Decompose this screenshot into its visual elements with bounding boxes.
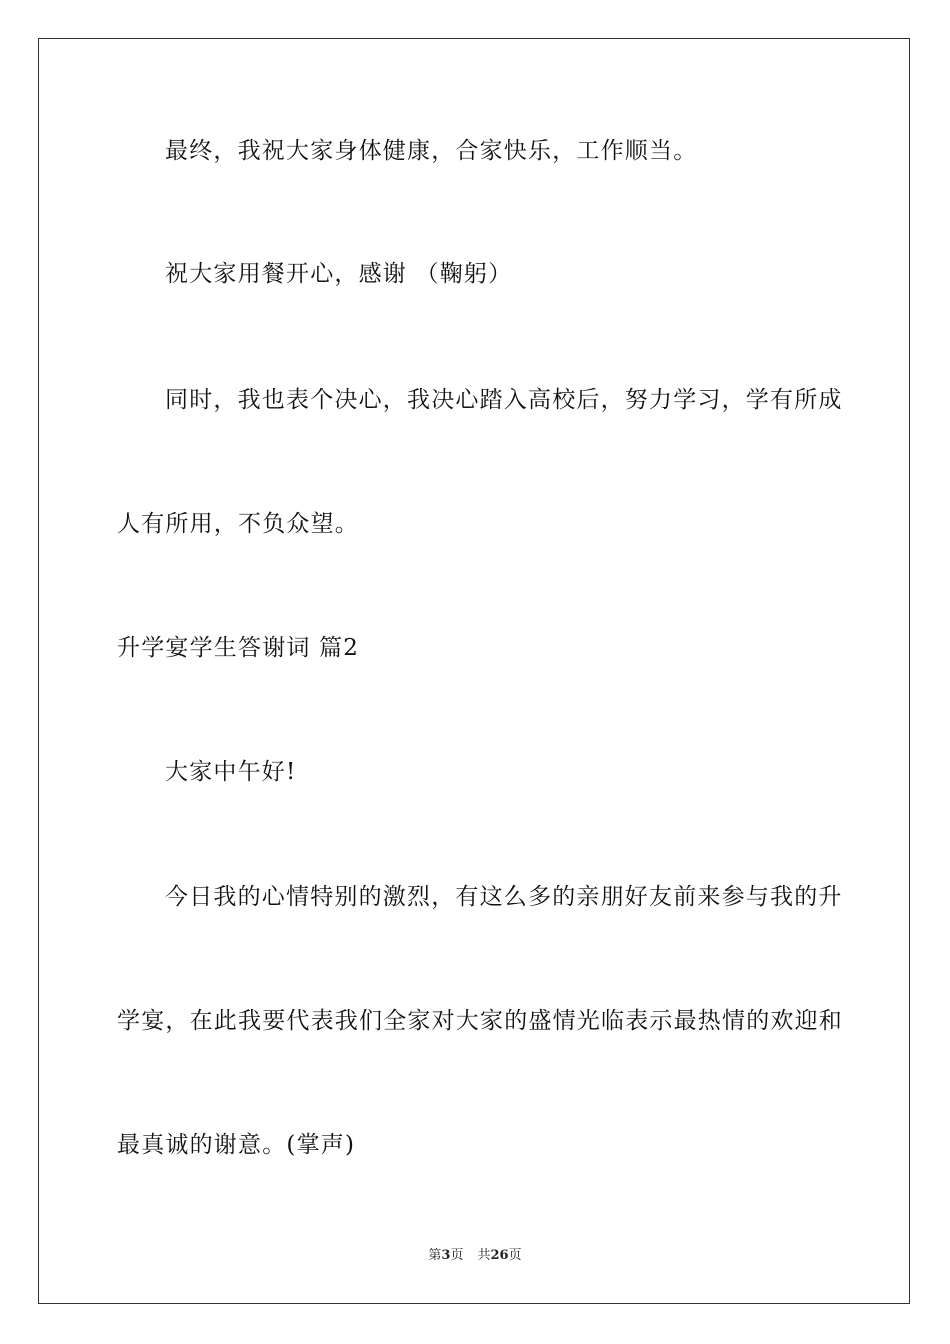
section-heading: 升学宴学生答谢词 篇2 [117, 635, 360, 661]
paragraph-thanks-bow: 祝大家用餐开心，感谢 （鞠躬） [165, 261, 513, 287]
total-suffix: 页 [508, 1248, 522, 1263]
paragraph-resolution-line-1: 同时，我也表个决心，我决心踏入高校后，努力学习，学有所成 [165, 387, 843, 413]
page-prefix: 第 [428, 1248, 442, 1263]
paragraph-greeting: 大家中午好! [165, 759, 297, 785]
page-border [38, 38, 910, 1304]
page-suffix: 页 [450, 1248, 464, 1263]
page-number: 3 [441, 1248, 451, 1263]
total-pages: 26 [490, 1248, 509, 1263]
paragraph-closing-wishes: 最终，我祝大家身体健康，合家快乐，工作顺当。 [165, 138, 698, 164]
paragraph-resolution-line-2: 人有所用，不负众望。 [117, 511, 359, 537]
total-prefix: 共 [477, 1248, 491, 1263]
page-footer [0, 1247, 950, 1265]
paragraph-welcome-line-2: 学宴，在此我要代表我们全家对大家的盛情光临表示最热情的欢迎和 [117, 1008, 843, 1034]
paragraph-welcome-line-3: 最真诚的谢意。(掌声) [117, 1132, 356, 1158]
paragraph-welcome-line-1: 今日我的心情特别的激烈，有这么多的亲朋好友前来参与我的升 [165, 884, 843, 910]
